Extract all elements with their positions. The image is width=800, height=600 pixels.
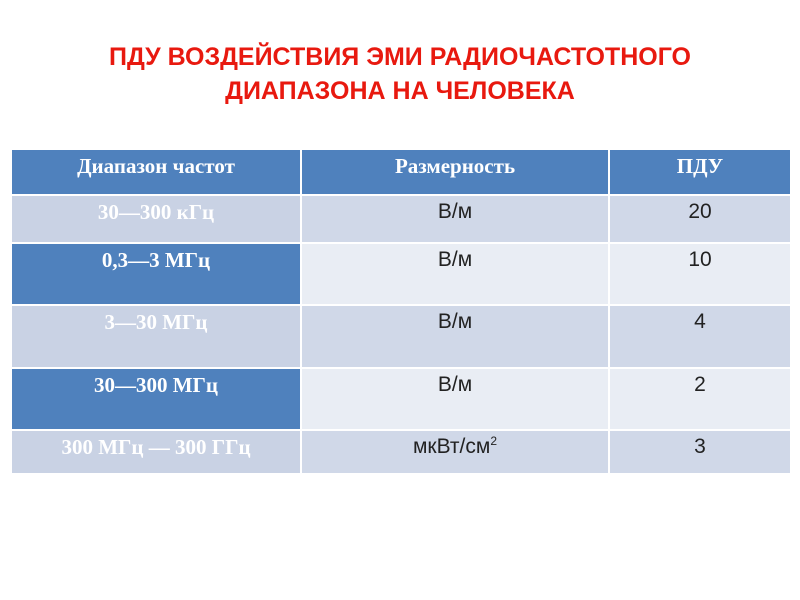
- unit-text: В/м: [437, 200, 473, 223]
- cell-pdu: 4: [609, 305, 791, 368]
- header-dimension: Размерность: [301, 149, 609, 195]
- table-header-row: [11, 149, 791, 195]
- cell-range: 300 МГц — 300 ГГц: [11, 430, 301, 474]
- pdu-table: [10, 148, 792, 475]
- cell-pdu: 2: [609, 368, 791, 430]
- cell-pdu: 20: [609, 195, 791, 243]
- cell-unit: [301, 368, 609, 430]
- cell-range: 30—300 кГц: [11, 195, 301, 243]
- unit-text: мкВт/см: [412, 435, 491, 458]
- table-row: [11, 305, 791, 368]
- unit-superscript: 2: [490, 434, 497, 448]
- unit-text: В/м: [437, 310, 473, 333]
- cell-range: 3—30 МГц: [11, 305, 301, 368]
- cell-unit: [301, 430, 609, 474]
- table-row: [11, 430, 791, 474]
- table-row: [11, 368, 791, 430]
- unit-text: В/м: [437, 248, 473, 271]
- cell-unit: [301, 243, 609, 305]
- cell-range: 0,3—3 МГц: [11, 243, 301, 305]
- cell-unit: [301, 305, 609, 368]
- cell-pdu: 3: [609, 430, 791, 474]
- title-line-1: ПДУ ВОЗДЕЙСТВИЯ ЭМИ РАДИОЧАСТОТНОГО: [108, 43, 691, 71]
- cell-pdu: 10: [609, 243, 791, 305]
- slide-title: [0, 40, 800, 108]
- header-frequency-range: Диапазон частот: [11, 149, 301, 195]
- unit-text: В/м: [437, 373, 473, 396]
- cell-unit: [301, 195, 609, 243]
- table-row: [11, 195, 791, 243]
- title-line-2: ДИАПАЗОНА НА ЧЕЛОВЕКА: [225, 77, 575, 105]
- header-pdu: ПДУ: [609, 149, 791, 195]
- cell-range: 30—300 МГц: [11, 368, 301, 430]
- table-row: [11, 243, 791, 305]
